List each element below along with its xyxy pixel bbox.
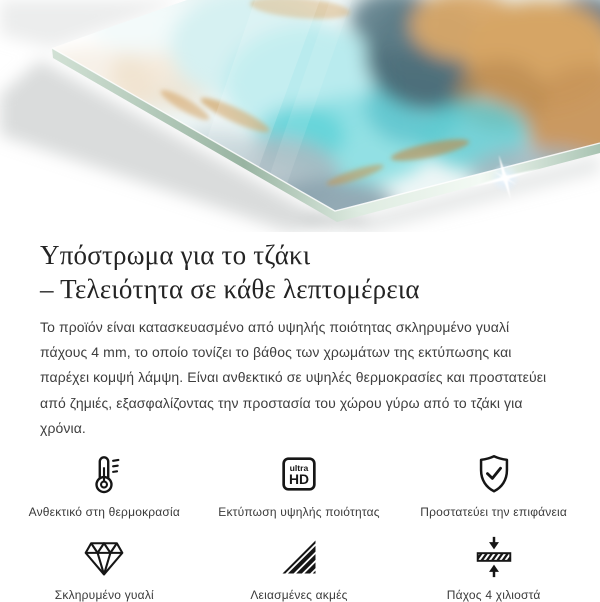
product-photo — [0, 0, 600, 232]
polished-edges-icon — [275, 534, 323, 580]
feature-surface-protection — [396, 451, 591, 519]
ultra-hd-text-top: ultra — [289, 463, 309, 474]
content-section — [0, 238, 600, 441]
feature-polished-edges — [202, 534, 397, 602]
feature-label: Πάχος 4 χιλιοστά — [446, 587, 541, 602]
thermometer-icon — [80, 451, 128, 497]
ultra-hd-icon — [275, 451, 323, 497]
feature-temperature — [7, 451, 202, 519]
page-title-line2: – Τελειότητα σε κάθε λεπτομέρεια — [40, 274, 420, 305]
ultra-hd-text-bottom: HD — [288, 471, 310, 488]
feature-label: Σκληρυμένο γυαλί — [54, 587, 154, 602]
feature-label: Εκτύπωση υψηλής ποιότητας — [218, 504, 380, 519]
thickness-icon — [470, 534, 518, 580]
feature-label: Ανθεκτικό στη θερμοκρασία — [28, 504, 181, 519]
shield-check-icon — [470, 451, 518, 497]
feature-print-quality — [202, 451, 397, 519]
feature-label: Προστατεύει την επιφάνεια — [420, 504, 568, 519]
page-title-line1: Υπόστρωμα για το τζάκι — [40, 240, 311, 270]
feature-grid — [0, 451, 600, 602]
feature-thickness — [396, 534, 591, 602]
page-title — [40, 238, 560, 306]
diamond-icon — [80, 534, 128, 580]
feature-label: Λειασμένες ακμές — [250, 587, 348, 602]
feature-tempered-glass — [7, 534, 202, 602]
product-description-text: Το προϊόν είναι κατασκευασμένο από υψηλής ποιότητας σκληρυμένο γυαλί πάχους 4 mm, το οποίο τονίζει το βάθος των χρωμάτων της εκτύπωσης και παρέχει κομψή λάμψη. Είναι ανθεκτικό σε υψηλές θερμοκρασίες και προστατεύει από ζημιές, εξασφαλίζοντας την προστασία του χώρου γύρω από το τζάκι για χρόνια. — [40, 319, 547, 436]
glass-panel-image — [0, 0, 600, 232]
